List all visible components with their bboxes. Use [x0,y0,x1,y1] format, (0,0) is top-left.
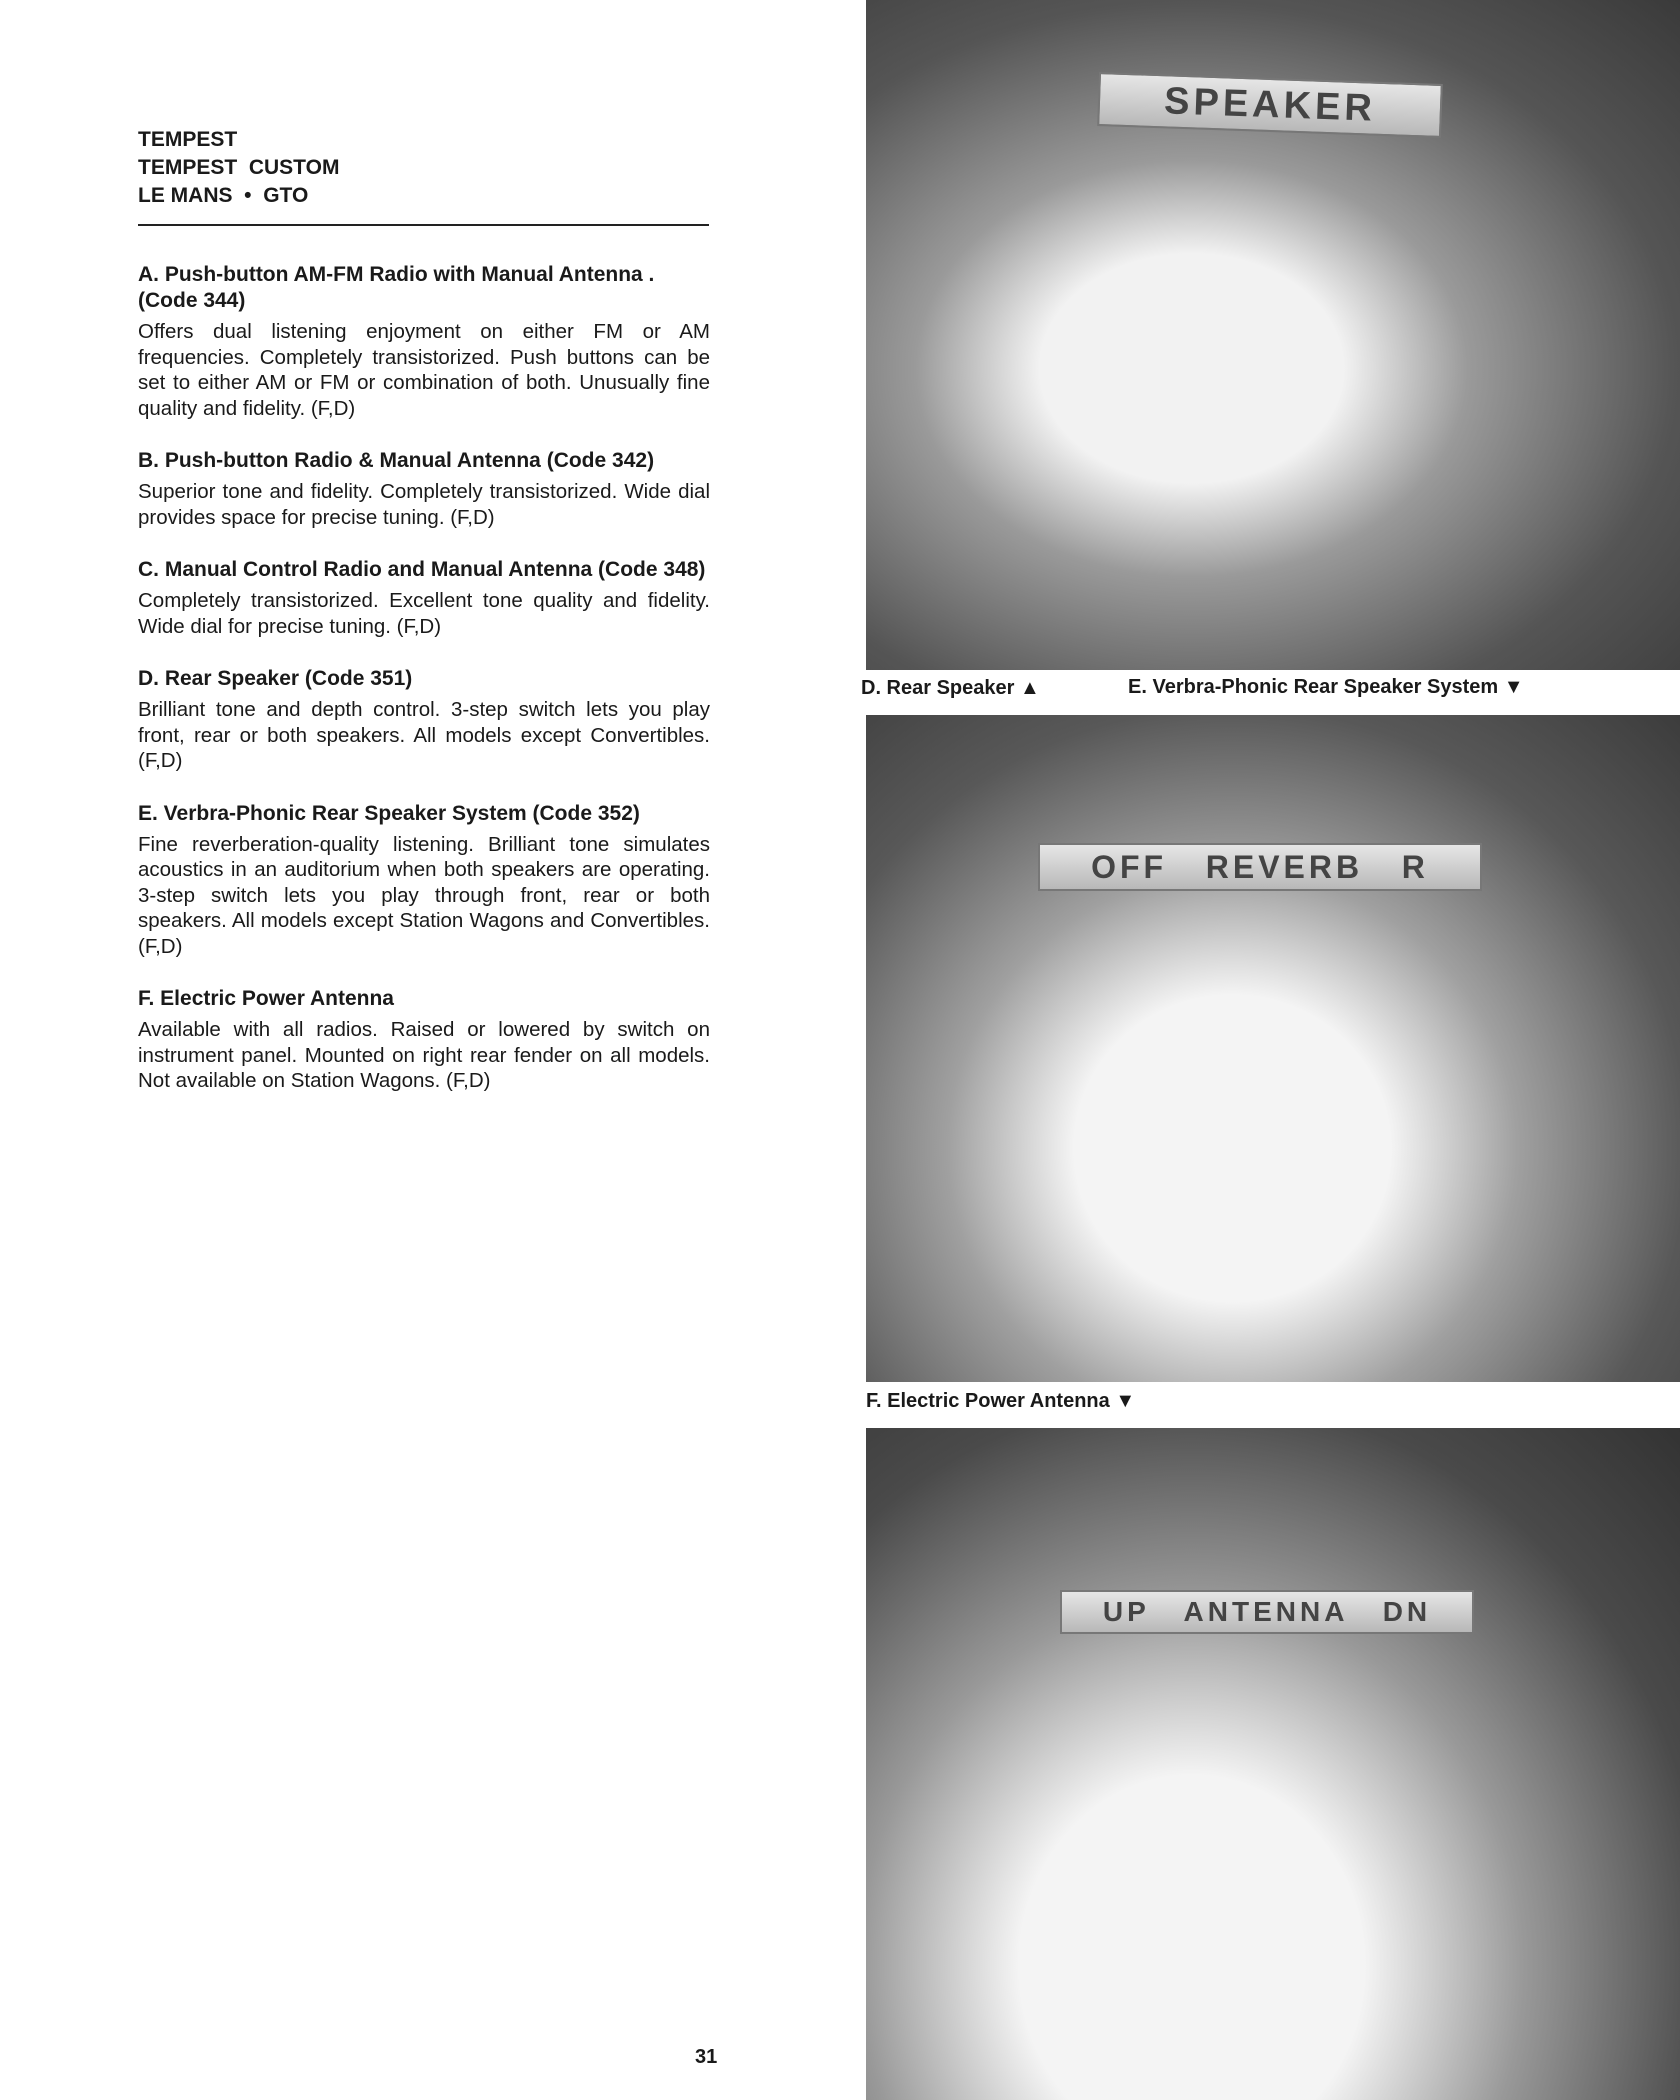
option-item [138,448,710,530]
model-line: TEMPEST CUSTOM [138,156,340,179]
caption-rear-speaker: D. Rear Speaker ▲ [861,677,1040,699]
option-list [138,262,710,1121]
option-title: E. Verbra-Phonic Rear Speaker System (Code 352) [138,801,640,825]
speaker-switch-plate: SPEAKER [1097,72,1443,138]
option-body: Fine reverberation-quality listening. Brilliant tone simulates acoustics in an auditorium when both speakers are operating. 3-step switch lets you play through front, rear or both speakers. All models except Station Wagons and Convertibles. (F,D) [138,832,710,958]
option-item [138,262,710,421]
power-antenna-photo [866,1428,1680,2100]
caption-power-antenna: F. Electric Power Antenna ▼ [866,1390,1136,1412]
antenna-switch-plate: UP ANTENNA DN [1060,1590,1474,1634]
divider [138,224,709,226]
reverb-switch-plate: OFF REVERB R [1038,843,1482,891]
option-item [138,666,710,774]
model-line: LE MANS • GTO [138,184,309,207]
option-body: Completely transistorized. Excellent tone quality and fidelity. Wide dial for precise tuning. (F,D) [138,589,710,638]
option-item [138,557,710,639]
rear-speaker-photo [866,0,1680,670]
option-body: Offers dual listening enjoyment on either FM or AM frequencies. Completely transistorized. Push buttons can be set to either AM or FM or combination of both. Unusually fine quality and fidelity. (F,D) [138,320,710,420]
option-title: F. Electric Power Antenna [138,987,394,1010]
model-list [138,126,339,210]
option-title: A. Push-button AM-FM Radio with Manual Antenna . (Code 344) [138,263,655,312]
option-body: Available with all radios. Raised or lowered by switch on instrument panel. Mounted on right rear fender on all models. Not available on Station Wagons. (F,D) [138,1018,710,1092]
option-item [138,986,710,1094]
option-title: D. Rear Speaker (Code 351) [138,667,413,690]
model-line: TEMPEST [138,128,238,151]
caption-verbra-phonic: E. Verbra-Phonic Rear Speaker System ▼ [1128,676,1524,698]
option-title: B. Push-button Radio & Manual Antenna (Code 342) [138,449,655,472]
option-title: C. Manual Control Radio and Manual Antenna (Code 348) [138,558,706,581]
option-body: Superior tone and fidelity. Completely transistorized. Wide dial provides space for precise tuning. (F,D) [138,480,710,529]
option-item [138,801,710,960]
page-number: 31 [695,2046,718,2068]
option-body: Brilliant tone and depth control. 3-step switch lets you play front, rear or both speakers. All models except Convertibles. (F,D) [138,698,710,772]
verbra-phonic-photo [866,715,1680,1382]
